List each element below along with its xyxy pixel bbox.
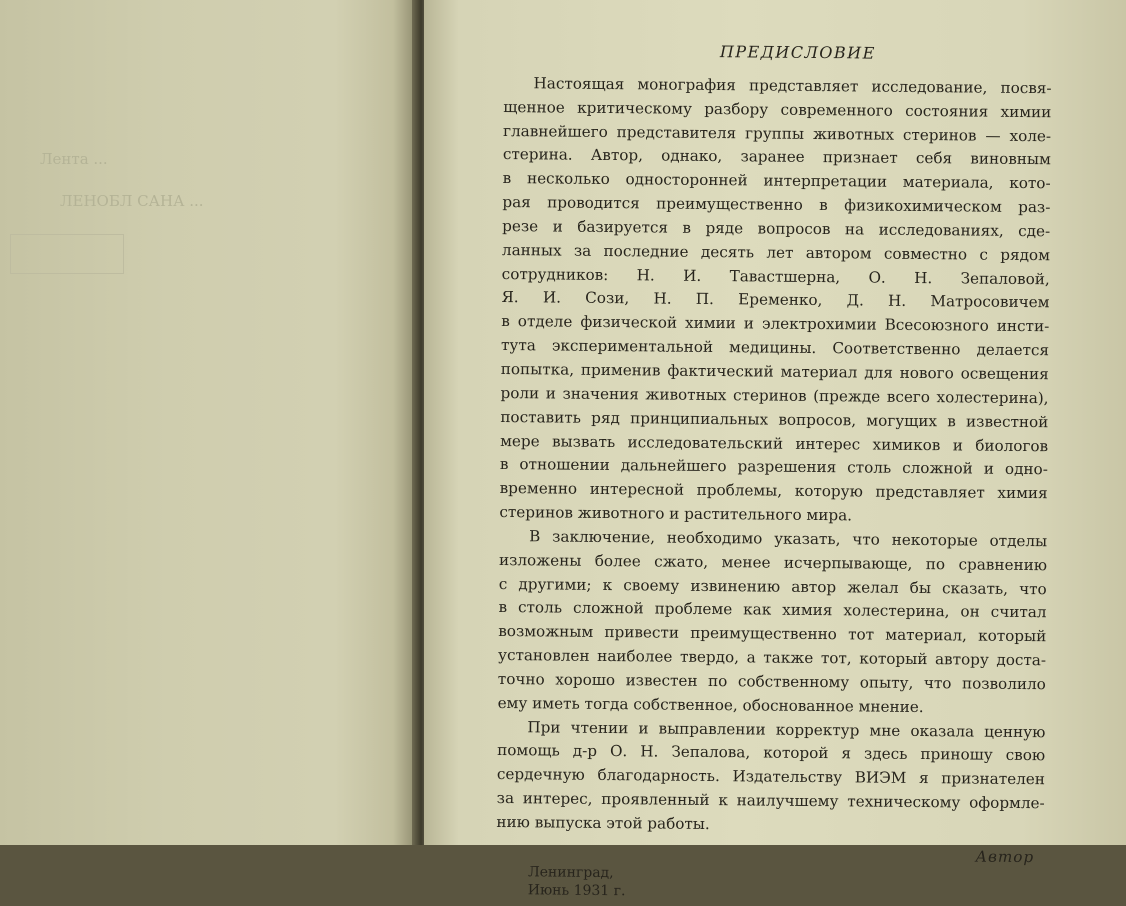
text-line: тута экспериментальной медицины. Соответственно делается bbox=[500, 336, 1050, 360]
text-line: резе и базируется в ряде вопросов на исследованиях, сде- bbox=[502, 216, 1051, 241]
text-line: точно хорошо известен по собственному опыту, что позволило bbox=[497, 669, 1046, 694]
text-line: ему иметь тогда собственное, обоснованное мнение. bbox=[497, 693, 924, 716]
text-line: с другими; к своему извинению автор желал бы сказать, что bbox=[498, 574, 1047, 598]
text-line: попытка, применив фактический материал для нового освещения bbox=[500, 359, 1049, 384]
text-line: сердечную благодарность. Издательству ВИЭМ я признателен bbox=[496, 765, 1045, 789]
text-line: роли и значения животных стеринов (прежде всего холестерина), bbox=[500, 383, 1049, 408]
text-line: установлен наиболее твердо, а также тот, который автору доста- bbox=[497, 646, 1047, 670]
text-line: стерина. Автор, однако, заранее признает себя виновным bbox=[502, 145, 1051, 169]
text-line: сотрудников: Н. И. Тавастшерна, О. Н. Зепаловой, bbox=[501, 264, 1050, 288]
text-line: в несколько односторонней интерпретации материала, кото- bbox=[502, 169, 1051, 193]
text-line: мере вызвать исследовательский интерес химиков и биологов bbox=[500, 431, 1049, 455]
bleed-through-text: Лента ... bbox=[40, 150, 108, 168]
preface-text bbox=[496, 38, 1052, 906]
text-line: в отделе физической химии и электрохимии Всесоюзного инсти- bbox=[501, 312, 1050, 336]
text-line: нию выпуска этой работы. bbox=[496, 812, 710, 834]
date: Июнь 1931 г. bbox=[527, 881, 626, 899]
text-line: Я. И. Сози, Н. П. Еременко, Д. Н. Матросовичем bbox=[501, 288, 1050, 312]
text-line: изложены более сжато, менее исчерпывающе, по сравнению bbox=[498, 550, 1048, 574]
text-line: рая проводится преимущественно в физикохимическом раз- bbox=[502, 193, 1051, 217]
page-title: ПРЕДИСЛОВИЕ bbox=[719, 42, 876, 63]
text-line: Настоящая монография представляет исследование, посвя- bbox=[533, 74, 1052, 98]
place: Ленинград, bbox=[527, 863, 614, 881]
text-line: возможным привести преимущественно тот материал, который bbox=[498, 622, 1047, 646]
left-page bbox=[0, 0, 418, 845]
text-line: главнейшего представителя группы животных стеринов — холе- bbox=[503, 121, 1052, 145]
text-line: стеринов животного и растительного мира. bbox=[499, 503, 853, 525]
preface-body bbox=[496, 72, 1051, 840]
signature: Автор bbox=[975, 847, 1035, 866]
text-line: В заключение, необходимо указать, что некоторые отделы bbox=[529, 527, 1048, 551]
text-line: в столь сложной проблеме как химия холестерина, он считал bbox=[498, 598, 1047, 622]
bleed-through-text: ЛЕНОБЛ САНА ... bbox=[60, 192, 204, 210]
text-line: в отношении дальнейшего разрешения столь сложной и одно- bbox=[499, 455, 1048, 479]
bleed-through-frame bbox=[10, 234, 124, 274]
text-line: помощь д-р О. Н. Зепалова, которой я здесь приношу свою bbox=[497, 741, 1046, 765]
right-page bbox=[424, 0, 1126, 899]
text-line: щенное критическому разбору современного состояния химии bbox=[503, 97, 1052, 121]
text-line: за интерес, проявленный к наилучшему техническому оформле- bbox=[496, 789, 1045, 813]
text-line: поставить ряд принципиальных вопросов, могущих в известной bbox=[500, 407, 1049, 431]
text-line: При чтении и выправлении корректур мне оказала ценную bbox=[527, 717, 1046, 741]
text-line: временно интересной проблемы, которую представляет химия bbox=[499, 479, 1048, 503]
text-line: ланных за последние десять лет автором совместно с рядом bbox=[501, 240, 1051, 265]
